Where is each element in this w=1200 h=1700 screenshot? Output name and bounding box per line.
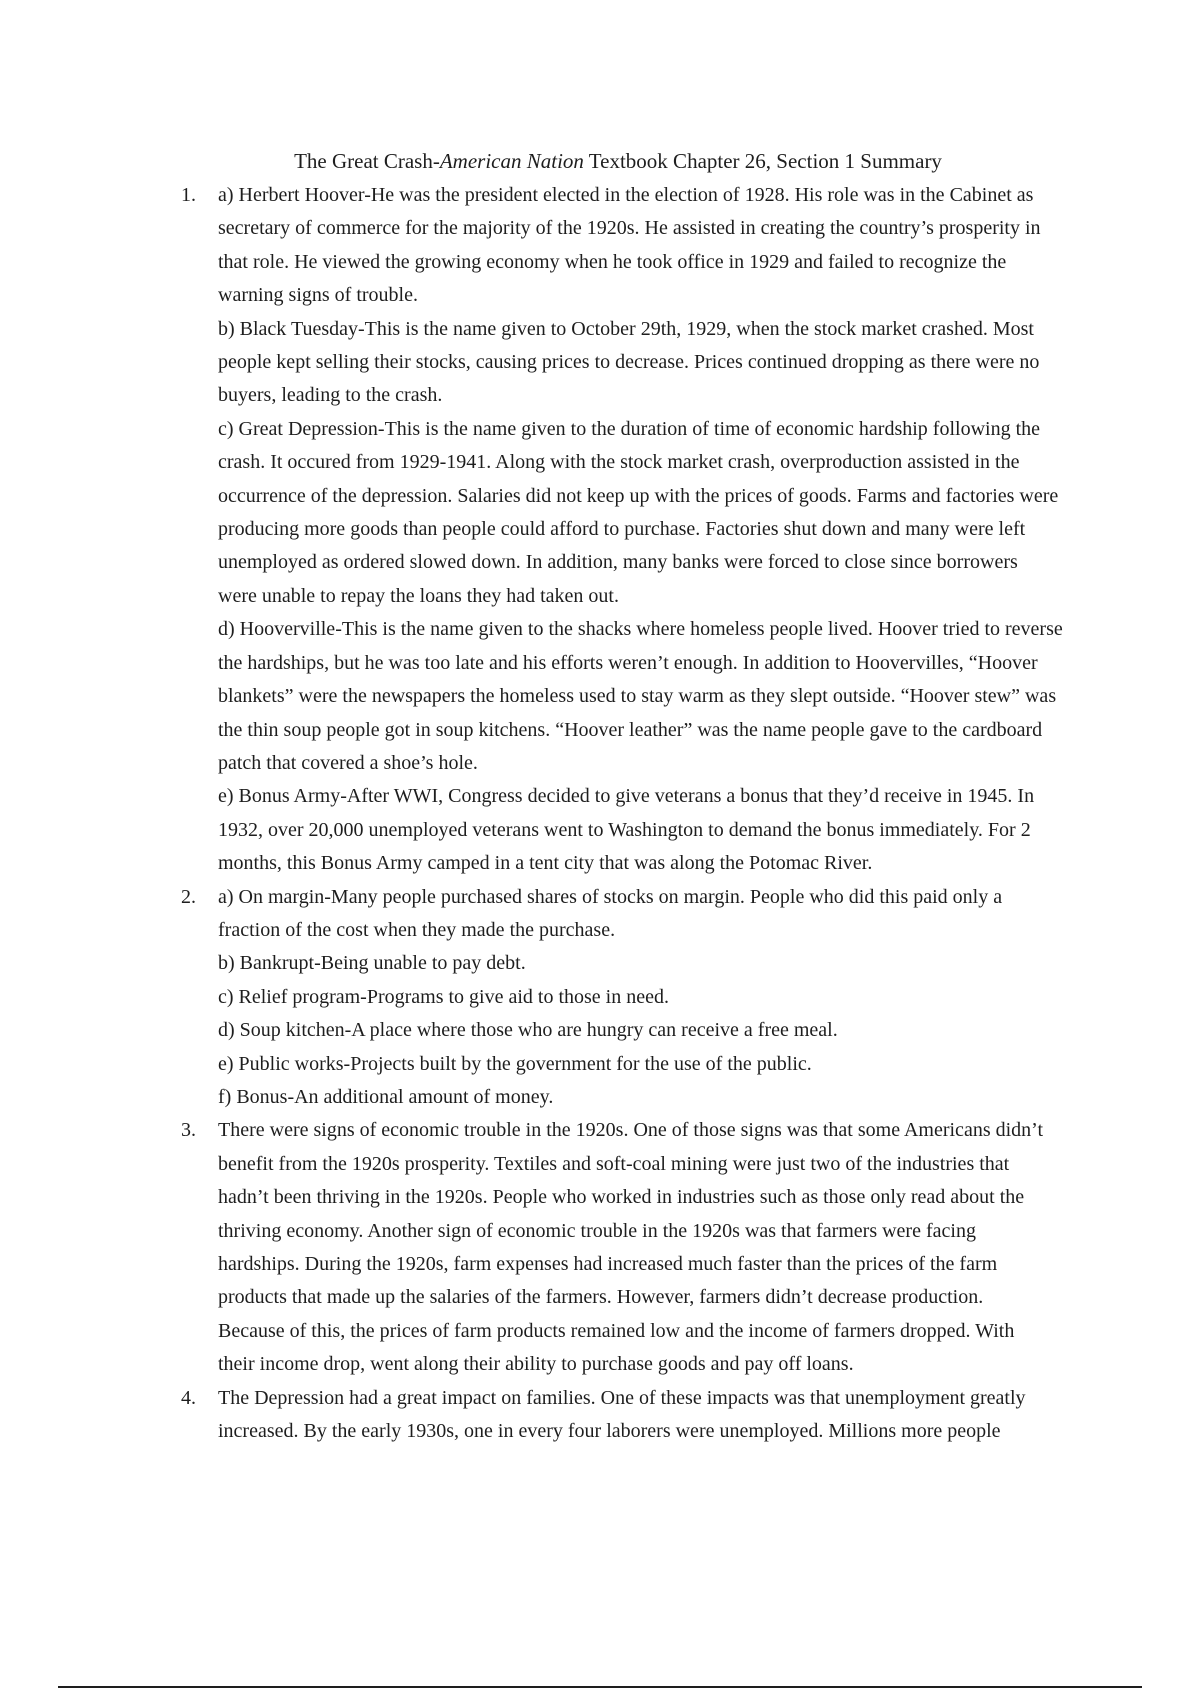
text-line: unemployed as ordered slowed down. In addition, many banks were forced to close since borrowers xyxy=(218,551,1018,574)
text-line: fraction of the cost when they made the purchase. xyxy=(218,918,616,941)
item-number: 4. xyxy=(181,1386,196,1409)
list-item xyxy=(181,1114,1090,1381)
title-prefix: The Great Crash- xyxy=(294,149,440,173)
text-line: people kept selling their stocks, causing prices to decrease. Prices continued dropping as there were no xyxy=(218,351,1040,374)
text-line: thriving economy. Another sign of economic trouble in the 1920s was that farmers were facing xyxy=(218,1219,976,1242)
text-line: 1932, over 20,000 unemployed veterans went to Washington to demand the bonus immediately. For 2 xyxy=(218,818,1031,841)
text-line: a) On margin-Many people purchased shares of stocks on margin. People who did this paid only a xyxy=(218,885,1003,908)
text-line: patch that covered a shoe’s hole. xyxy=(218,751,478,774)
text-line: products that made up the salaries of the farmers. However, farmers didn’t decrease production. xyxy=(218,1286,984,1309)
text-line: blankets” were the newspapers the homeless used to stay warm as they slept outside. “Hoover stew” was xyxy=(218,685,1057,708)
text-line: producing more goods than people could afford to purchase. Factories shut down and many were left xyxy=(218,518,1026,541)
text-line: the hardships, but he was too late and his efforts weren’t enough. In addition to Hoovervilles, “Hoover xyxy=(218,651,1038,674)
text-line: hadn’t been thriving in the 1920s. People who worked in industries such as those only read about the xyxy=(218,1186,1025,1209)
title-book-name: American Nation xyxy=(439,149,584,173)
text-line: c) Great Depression-This is the name given to the duration of time of economic hardship following the xyxy=(218,417,1041,440)
text-line: were unable to repay the loans they had taken out. xyxy=(218,584,619,607)
text-line: the thin soup people got in soup kitchens. “Hoover leather” was the name people gave to the cardboard xyxy=(218,718,1043,741)
text-line: secretary of commerce for the majority of the 1920s. He assisted in creating the country’s prosperity in xyxy=(218,217,1041,240)
summary-list xyxy=(181,179,1090,1448)
text-line: increased. By the early 1930s, one in every four laborers were unemployed. Millions more people xyxy=(218,1420,1001,1443)
text-line: Because of this, the prices of farm products remained low and the income of farmers dropped. With xyxy=(218,1319,1015,1342)
text-line: f) Bonus-An additional amount of money. xyxy=(218,1085,554,1108)
page-title xyxy=(0,146,1200,176)
text-line: buyers, leading to the crash. xyxy=(218,384,443,407)
list-item xyxy=(181,1382,1090,1449)
item-number: 1. xyxy=(181,184,196,206)
item-number: 3. xyxy=(181,1119,196,1142)
list-item xyxy=(181,179,1090,881)
title-suffix: Textbook Chapter 26, Section 1 Summary xyxy=(583,149,942,173)
text-line: e) Bonus Army-After WWI, Congress decided to give veterans a bonus that they’d receive in 1945. In xyxy=(218,785,1035,808)
item-number: 2. xyxy=(181,885,196,908)
list-item xyxy=(181,881,1090,1115)
text-line: a) Herbert Hoover-He was the president elected in the election of 1928. His role was in the Cabinet as xyxy=(218,184,1034,206)
text-line: benefit from the 1920s prosperity. Textiles and soft-coal mining were just two of the industries that xyxy=(218,1152,1010,1175)
text-line: There were signs of economic trouble in the 1920s. One of those signs was that some Americans didn’t xyxy=(218,1119,1044,1142)
text-line: that role. He viewed the growing economy when he took office in 1929 and failed to recognize the xyxy=(218,250,1007,273)
text-line: e) Public works-Projects built by the government for the use of the public. xyxy=(218,1052,812,1075)
text-line: The Depression had a great impact on families. One of these impacts was that unemployment greatly xyxy=(218,1386,1026,1409)
text-line: warning signs of trouble. xyxy=(218,284,418,307)
footer-divider xyxy=(58,1686,1142,1688)
text-line: d) Hooverville-This is the name given to the shacks where homeless people lived. Hoover tried to reverse xyxy=(218,618,1063,641)
text-line: hardships. During the 1920s, farm expenses had increased much faster than the prices of the farm xyxy=(218,1253,998,1275)
text-line: their income drop, went along their ability to purchase goods and pay off loans. xyxy=(218,1353,854,1376)
text-line: c) Relief program-Programs to give aid to those in need. xyxy=(218,985,669,1008)
text-line: crash. It occured from 1929-1941. Along with the stock market crash, overproduction assisted in the xyxy=(218,451,1020,474)
text-line: b) Bankrupt-Being unable to pay debt. xyxy=(218,952,526,975)
text-line: d) Soup kitchen-A place where those who are hungry can receive a free meal. xyxy=(218,1019,838,1042)
text-line: b) Black Tuesday-This is the name given to October 29th, 1929, when the stock market crashed. Most xyxy=(218,317,1034,340)
text-line: months, this Bonus Army camped in a tent city that was along the Potomac River. xyxy=(218,852,873,875)
text-line: occurrence of the depression. Salaries did not keep up with the prices of goods. Farms and factories were xyxy=(218,484,1059,507)
